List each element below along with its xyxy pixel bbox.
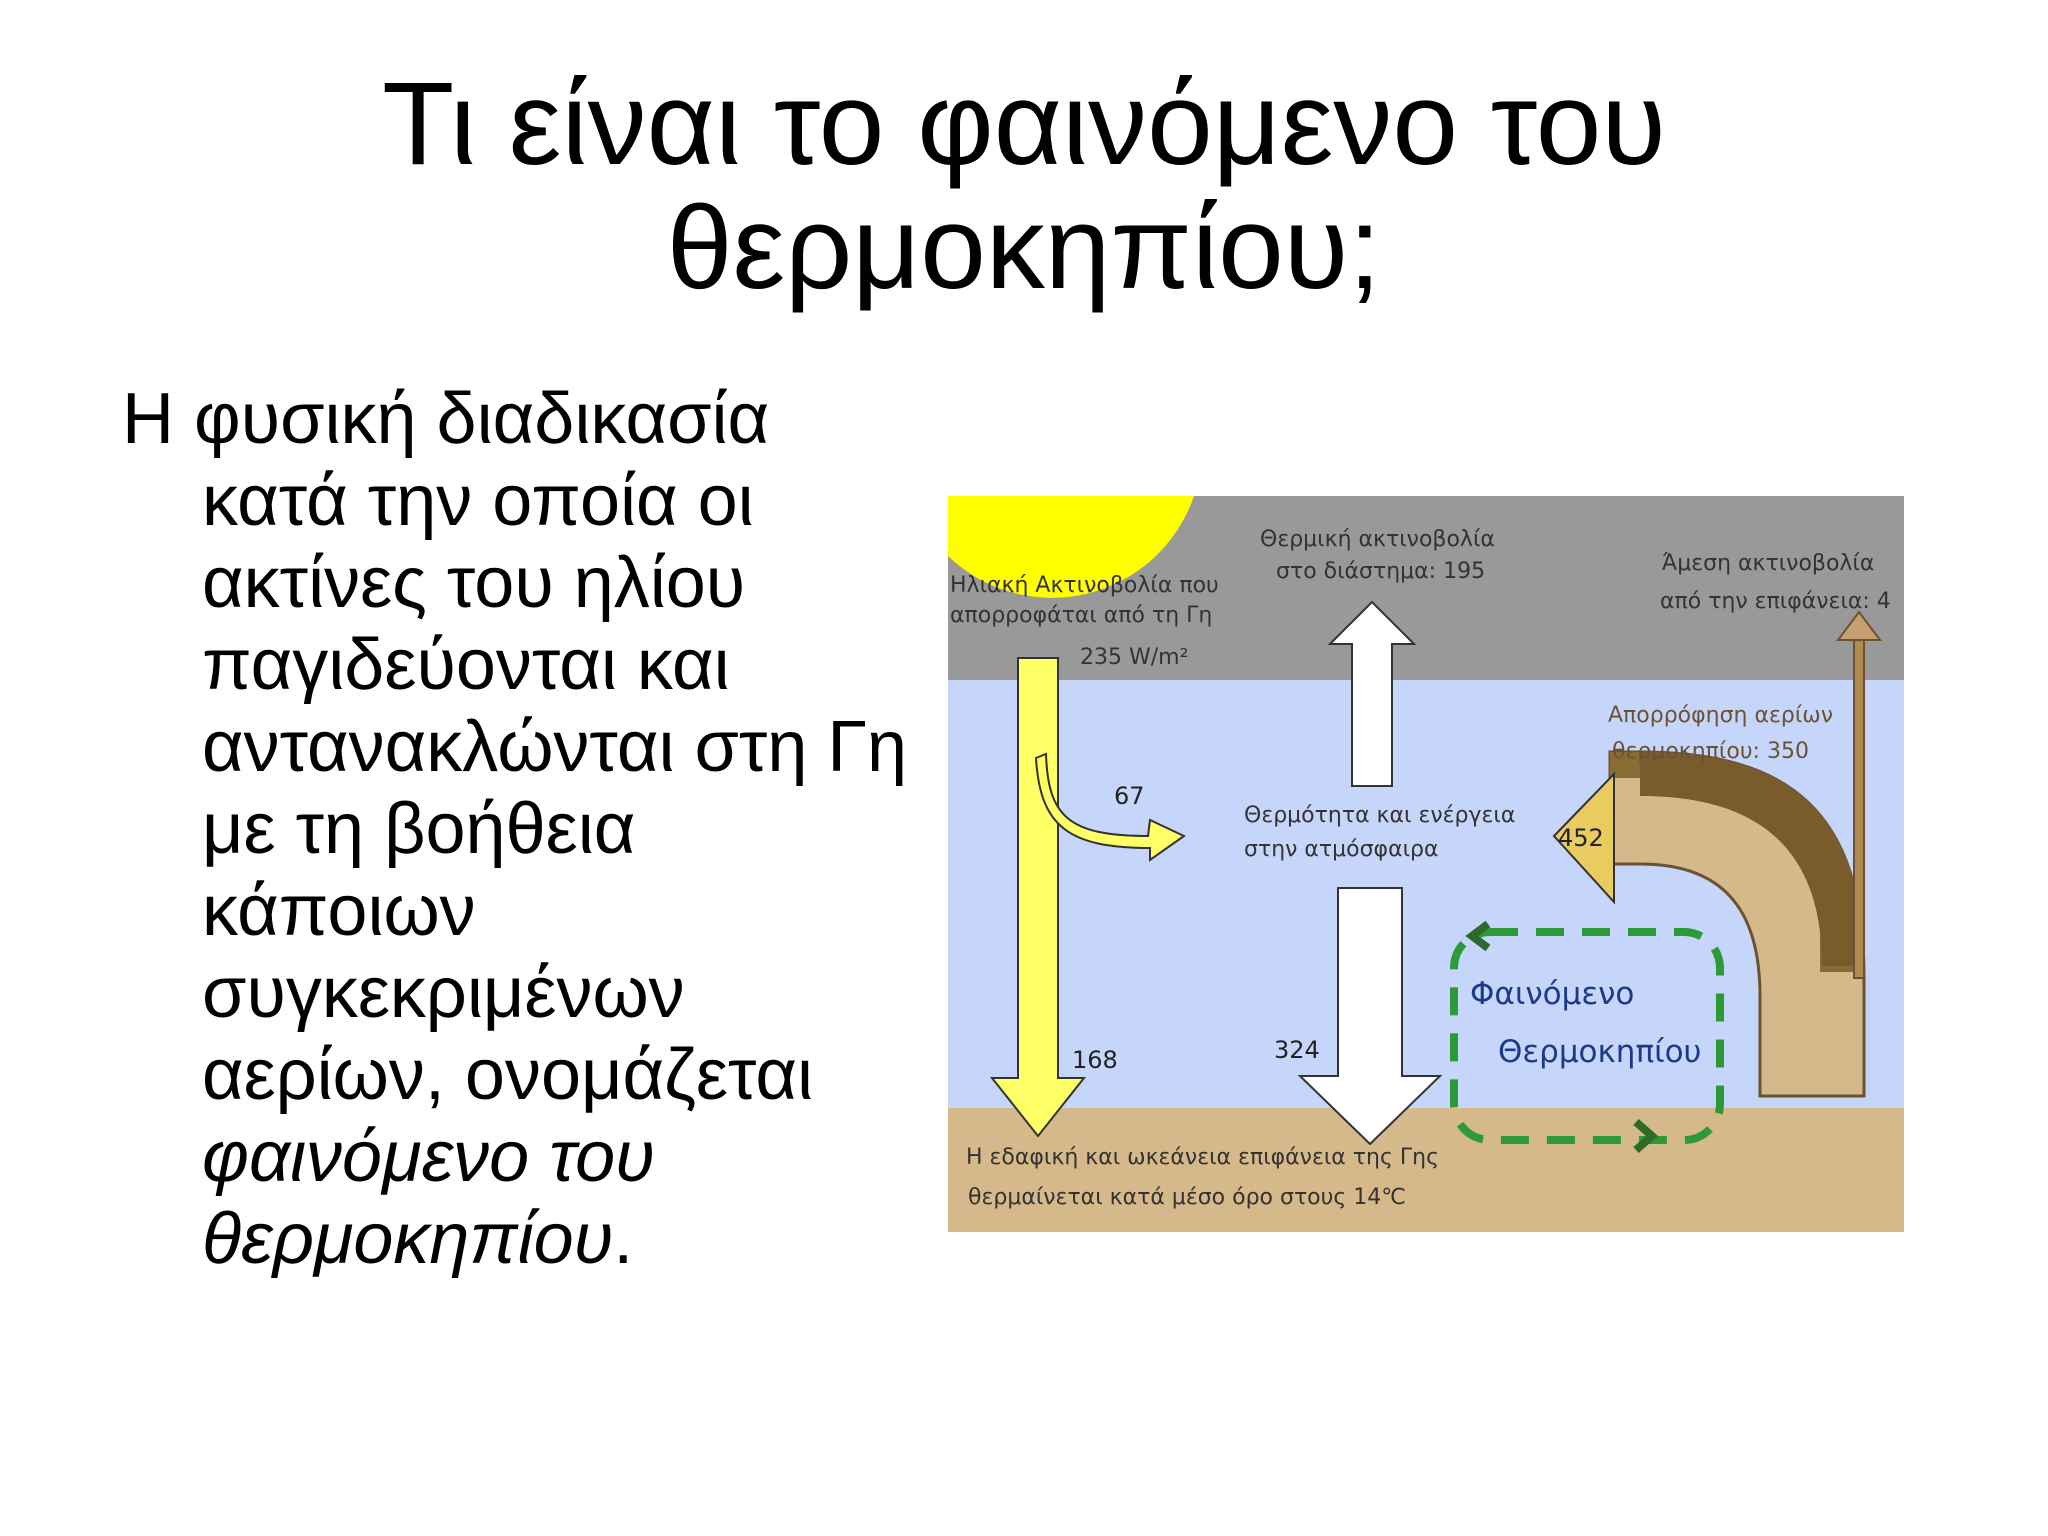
title-line-2: θερμοκηπίου;	[666, 182, 1382, 314]
ground-band	[948, 1108, 1904, 1232]
body-line: με τη βοήθεια	[202, 789, 636, 869]
absorb-label-1: Απορρόφηση αερίων	[1608, 703, 1833, 728]
body-line: ακτίνες του ηλίου	[202, 543, 746, 623]
body-line: κατά την οποία οι	[202, 461, 754, 541]
direct-radiation-shaft	[1854, 638, 1864, 978]
value-324: 324	[1274, 1036, 1320, 1064]
absorb-label-2: θερμοκηπίου: 350	[1612, 739, 1809, 764]
greenhouse-diagram-svg	[948, 496, 1904, 1232]
term-period: .	[613, 1199, 634, 1279]
direct-label-2: από την επιφάνεια: 4	[1660, 589, 1891, 614]
greenhouse-diagram	[948, 496, 1904, 1232]
heat-label-1: Θερμότητα και ενέργεια	[1244, 803, 1516, 828]
solar-label-1: Ηλιακή Ακτινοβολία που	[950, 573, 1219, 598]
value-67: 67	[1114, 782, 1145, 810]
effect-label-2: Θερμοκηπίου	[1498, 1034, 1702, 1070]
surface-label-1: Η εδαφική και ωκεάνεια επιφάνεια της Γης	[966, 1145, 1439, 1170]
solar-label-2: απορροφάται από τη Γη	[950, 603, 1213, 628]
space-label-2: στο διάστημα: 195	[1276, 559, 1486, 584]
body-line-italic	[122, 1198, 962, 1280]
title-line-1: Τι είναι το φαινόμενο του	[382, 58, 1666, 190]
solar-label-3: 235 W/m²	[1080, 645, 1189, 670]
body-line: παγιδεύονται και	[202, 625, 730, 705]
effect-label-1: Φαινόμενο	[1470, 976, 1635, 1012]
value-452: 452	[1558, 824, 1604, 852]
direct-label-1: Άμεση ακτινοβολία	[1662, 551, 1875, 576]
body-line: αερίων, ονομάζεται	[202, 1035, 813, 1115]
heat-label-2: στην ατμόσφαιρα	[1244, 837, 1439, 862]
term-part-2: θερμοκηπίου	[202, 1199, 614, 1279]
slide-title	[0, 58, 2048, 314]
body-line: συγκεκριμένων	[202, 953, 685, 1033]
space-label-1: Θερμική ακτινοβολία	[1260, 527, 1495, 552]
body-paragraph	[122, 378, 962, 1280]
body-line: αντανακλώνται στη Γη	[202, 707, 908, 787]
value-168: 168	[1072, 1046, 1118, 1074]
surface-label-2: θερμαίνεται κατά μέσο όρο στους 14℃	[968, 1185, 1406, 1210]
body-line-italic	[122, 1116, 962, 1198]
body-line: Η φυσική διαδικασία	[122, 379, 770, 459]
body-line: κάποιων	[202, 871, 476, 951]
term-part-1: φαινόμενο του	[202, 1117, 655, 1197]
